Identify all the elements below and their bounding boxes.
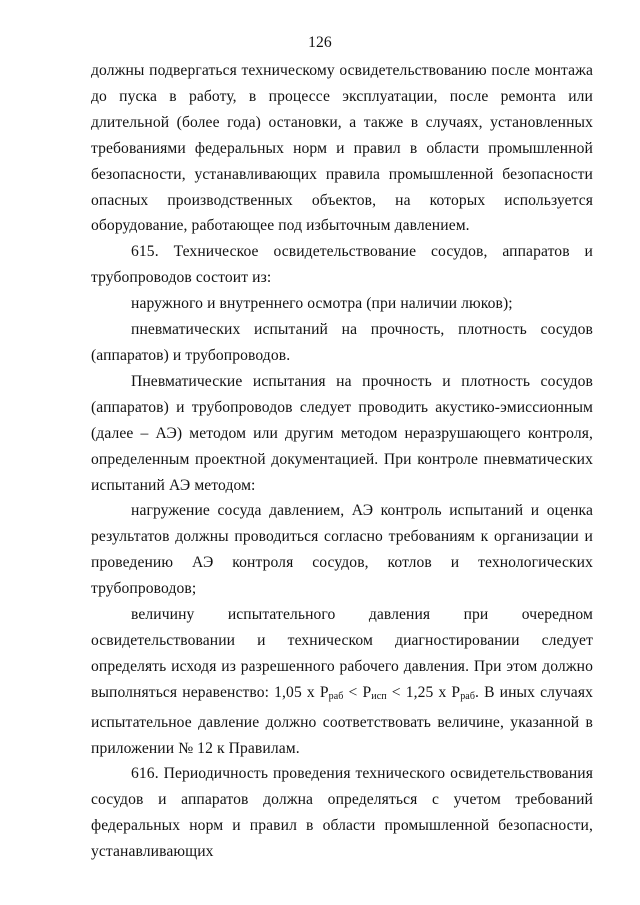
pressure-text-mid1: < P [343, 683, 372, 701]
paragraph-continuation: должны подвергаться техническому освидетельствованию после монтажа до пуска в работу, в процессе эксплуатации, после ремонта или длительной (более года) остановки, а также в случаях, установленных требованиями федеральных норм и правил в области промышленной безопасности, устанавливающих правила промышленной безопасности опасных производственных объектов, на которых используется оборудование, работающее под избыточным давлением. [91, 62, 593, 235]
pressure-text-before: величину испытательного давления при очередном освидетельствовании и техническом диагностировании следует определять исходя из разрешенного рабочего давления. При этом должно выполняться неравенство: 1,05 x P [91, 606, 593, 701]
subscript-test: исп [371, 690, 387, 702]
list-item-pneumatic-tests: пневматических испытаний на прочность, плотность сосудов (аппаратов) и трубопроводов. [91, 321, 593, 364]
paragraph-616: 616. Периодичность проведения технического освидетельствования сосудов и аппаратов должна определяться с учетом требований федеральных норм и правил в области промышленной безопасности, устанавливающих [91, 765, 593, 861]
pressure-text-after: . В иных случаях испытательное давление должно соответствовать величине, указанной в приложении № 12 к Правилам. [91, 683, 593, 757]
paragraph-615: 615. Техническое освидетельствование сосудов, аппаратов и трубопроводов состоит из: [91, 243, 593, 287]
body-text [91, 58, 593, 865]
list-item-test-pressure [91, 602, 593, 761]
subscript-working-1: раб [328, 690, 344, 702]
page-number: 126 [308, 34, 332, 51]
list-item-inspection: наружного и внутреннего осмотра (при наличии люков); [131, 295, 513, 313]
pressure-text-mid2: < 1,25 x P [386, 683, 461, 701]
list-item-loading: нагружение сосуда давлением, АЭ контроль испытаний и оценка результатов должны проводиться согласно требованиям к организации и проведению АЭ контроля сосудов, котлов и технологических трубопроводов; [91, 502, 593, 598]
subscript-working-2: раб [460, 690, 476, 702]
paragraph-ae-method: Пневматические испытания на прочность и плотность сосудов (аппаратов) и трубопроводов следует проводить акустико-эмиссионным (далее – АЭ) методом или другим методом неразрушающего контроля, определенным проектной документацией. При контроле пневматических испытаний АЭ методом: [91, 372, 593, 494]
